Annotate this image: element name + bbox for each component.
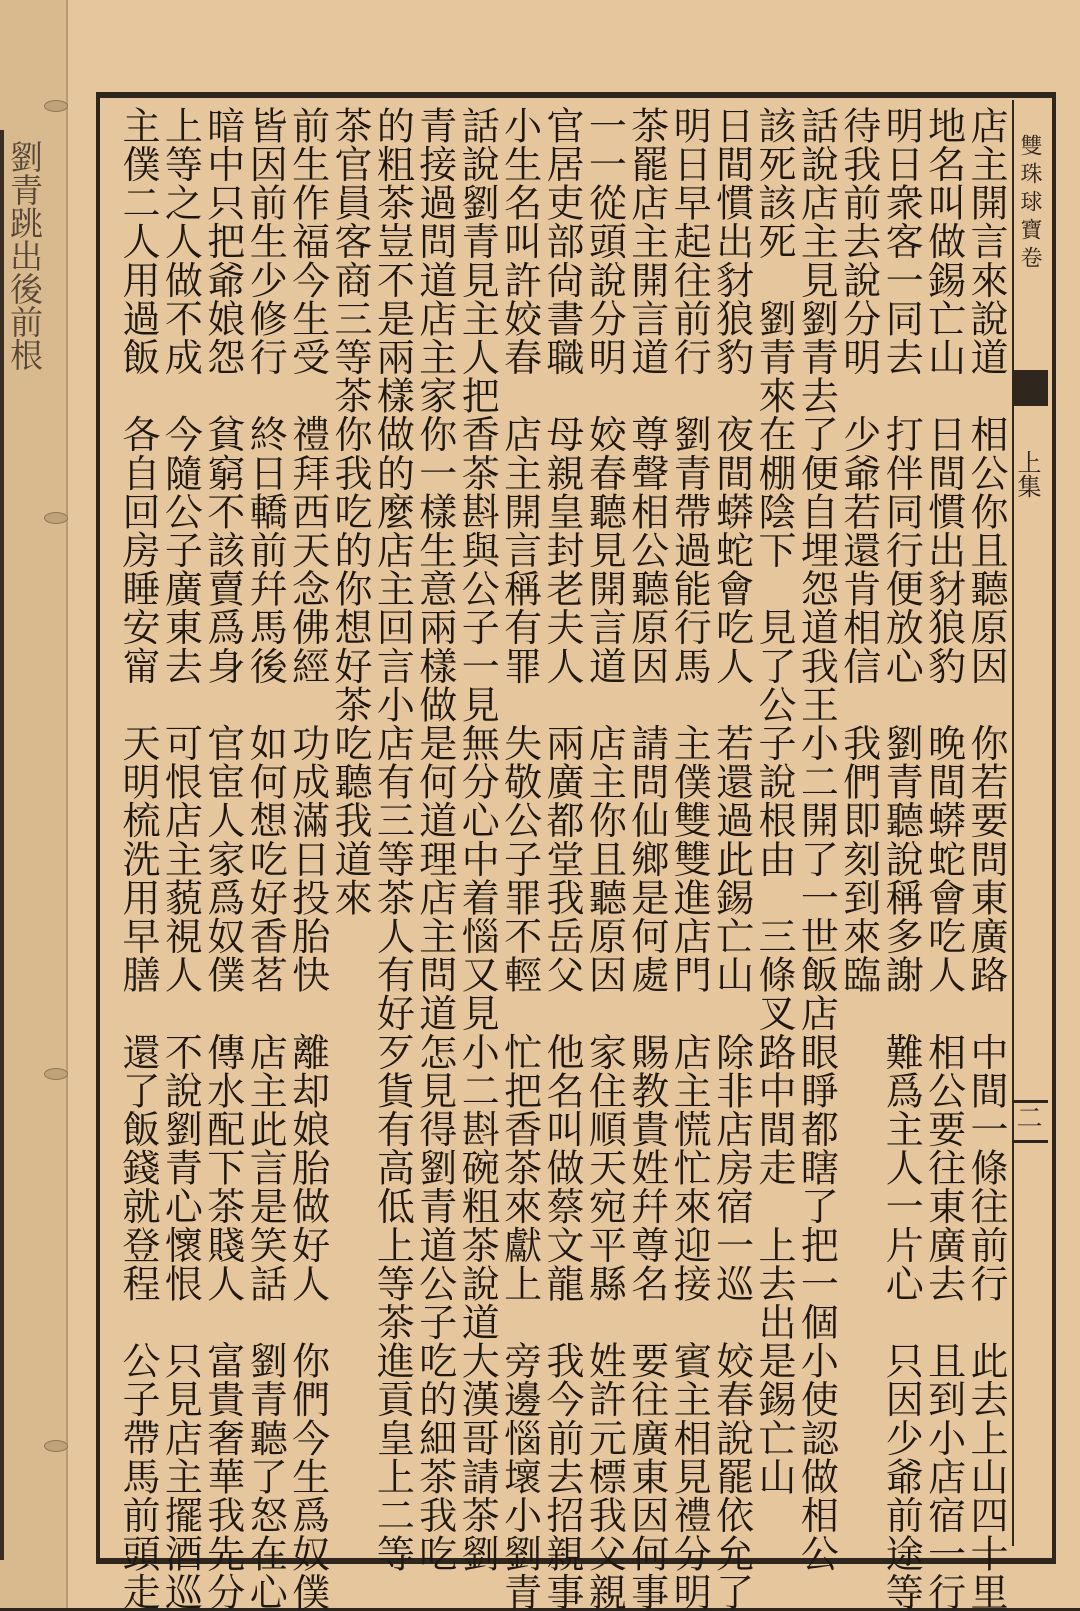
text-column: 前生作福今生受 禮拜西天念佛經 功成滿日投胎快 離却娘胎做好人 你們今生爲奴僕 xyxy=(285,106,330,1611)
book-title: 雙珠球寶卷 xyxy=(1017,134,1042,274)
adjacent-page-fragment: 劉青跳出後前根 xyxy=(5,140,44,371)
band-rule xyxy=(1012,1100,1048,1103)
text-column: 待我前去說分明 少爺若還肯相信 我們即刻到來臨 xyxy=(836,106,881,994)
text-column: 話說劉青見主人把香茶斟與公子一見無分心中着惱又見小二斟碗粗茶說道大漢哥請茶劉 xyxy=(455,106,500,1573)
binding-stitch xyxy=(44,1068,68,1080)
text-column: 地名叫做錫亡山 日間慣出豺狼豹 晚間蟒蛇會吃人 相公要往東廣去 且到小店宿一行 xyxy=(921,106,966,1611)
text-column: 主僕二人用過飯 各自回房睡安甯 天明梳洗用早膳 還了飯錢就登程 公子帶馬前頭走 xyxy=(116,106,160,1611)
text-column: 話說店主見劉青去了便自埋怨道我王小二開了一世飯店眼睜都瞎了把一個小使認做相公 xyxy=(794,106,839,1573)
center-fold-band xyxy=(1012,100,1048,1546)
text-column: 茶官員客商三等茶你我吃的你想好茶吃聽我道來 xyxy=(328,106,372,917)
text-column: 皆因前生少修行 終日轎前幷馬後 如何想吃好香茗 店主此言是笑話 劉青聽了怒在心 xyxy=(243,106,288,1611)
page-number: 二 xyxy=(1012,1104,1042,1130)
main-text xyxy=(110,100,1008,1611)
binding-stitch xyxy=(44,100,68,112)
text-column: 該死該死 劉青來在棚陰下 見了公子說根由 三條叉路中間走 上去出是錫亡山 xyxy=(752,106,796,1496)
binding-stitch xyxy=(44,512,68,524)
fishtail-mark xyxy=(1012,370,1048,406)
text-column: 小生名叫許姣春 店主開言稱有罪 失敬公子罪不輕 忙把香茶來獻上 旁邊惱壞小劉青 xyxy=(497,106,542,1611)
text-column: 暗中只把爺娘怨 貧窮不該賣爲身 官宦人家爲奴僕 傳水配下茶賤人 富貴奢華我先分 xyxy=(200,106,245,1611)
text-column: 的粗茶豈不是兩樣做的麼店主回言小店有三等茶人有好歹貨有高低上等茶進貢皇上二等 xyxy=(370,106,415,1573)
text-column: 日間慣出豺狼豹 夜間蟒蛇會吃人 若還過此錫亡山 除非店房宿一巡 姣春說罷依允了 xyxy=(709,106,754,1611)
volume-label: 上集 xyxy=(1013,450,1041,498)
binding-stitch xyxy=(44,1440,68,1452)
text-column: 明日早起往前行 劉青帶過能行馬 主僕雙雙進店門 店主慌忙來迎接 賓主相見禮分明 xyxy=(667,106,712,1611)
text-column: 店主開言來說道 相公你且聽原因 你若要問東廣路 中間一條往前行 此去上山四十里 xyxy=(964,106,1008,1611)
text-column: 青接過問道店主家你一樣生意兩樣做是何道理店主問道怎見得劉青道公子吃的細茶我吃 xyxy=(412,106,457,1573)
text-column: 一一從頭說分明 姣春聽見開言道 店主你且聽原因 家住順天宛平縣 姓許元標我父親 xyxy=(582,106,627,1611)
adjacent-page-edge xyxy=(0,0,68,1608)
text-column: 明日衆客一同去 打伴同行便放心 劉青聽說稱多謝 難爲主人一片心 只因少爺前途等 xyxy=(879,106,924,1611)
text-column: 茶罷店主開言道 尊聲相公聽原因 請問仙鄉是何處 賜教貴姓幷尊名 要往廣東因何事 xyxy=(624,106,669,1611)
text-column: 上等之人做不成 今隨公子廣東去 可恨店主藐視人 不說劉青心懷恨 只見店主擺酒巡 xyxy=(158,106,203,1611)
text-column: 官居吏部尙書職 母親皇封老夫人 兩廣都堂我岳父 他名叫做蔡文龍 我今前去招親事 xyxy=(540,106,584,1611)
band-rule xyxy=(1012,1140,1048,1143)
